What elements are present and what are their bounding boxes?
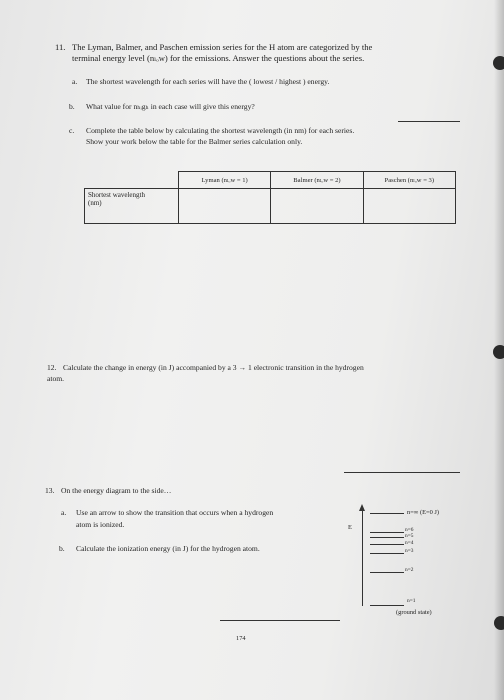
table-header-lyman: Lyman (nₗₒw = 1)	[178, 172, 270, 189]
level-line-infinity[interactable]	[370, 513, 404, 514]
table-corner-cell	[85, 172, 179, 189]
q11b-label: b.	[69, 102, 75, 111]
q12-text-line1: Calculate the change in energy (in J) accompanied by a 3 → 1 electronic transition in the hydrogen	[63, 363, 364, 372]
q13-number: 13.	[45, 486, 55, 495]
table-header-balmer: Balmer (nₗₒw = 2)	[271, 172, 363, 189]
level-line-n6[interactable]	[370, 532, 404, 533]
q13b-text: Calculate the ionization energy (in J) for the hydrogen atom.	[76, 544, 260, 553]
q11a-label: a.	[72, 77, 78, 86]
q13a-text-line2: atom is ionized.	[76, 520, 125, 529]
q13b-label: b.	[59, 544, 65, 553]
q11b-answer-line[interactable]	[398, 121, 460, 122]
table-row-label	[85, 189, 179, 224]
binder-hole-middle	[493, 345, 504, 359]
table-header-row	[85, 172, 456, 189]
q11-text-line2: terminal energy level (nₗₒw) for the emissions. Answer the questions about the series.	[72, 53, 365, 63]
balmer-answer-cell[interactable]	[271, 189, 363, 224]
page-number: 174	[236, 635, 246, 642]
q12-number: 12.	[47, 363, 57, 372]
paschen-answer-cell[interactable]	[363, 189, 455, 224]
binder-hole-top	[493, 56, 504, 70]
level-label-n4: n=4	[405, 540, 414, 546]
q11c-text-line1: Complete the table below by calculating the shortest wavelength (in nm) for each series.	[86, 126, 355, 135]
energy-axis-label: E	[348, 524, 352, 531]
energy-axis	[362, 510, 363, 606]
level-label-ground-state: (ground state)	[396, 609, 432, 616]
lyman-answer-cell[interactable]	[178, 189, 270, 224]
q11c-label: c.	[69, 126, 75, 135]
q11c-text-line2: Show your work below the table for the Balmer series calculation only.	[86, 137, 303, 146]
level-line-n1[interactable]	[370, 605, 404, 606]
binder-hole-bottom	[494, 616, 504, 630]
q13-text-line1: On the energy diagram to the side…	[61, 486, 172, 495]
level-line-n4[interactable]	[370, 544, 404, 545]
table-row-label-line1: Shortest wavelength	[88, 191, 145, 199]
q11b-text: What value for nₕᵢgₕ in each case will give this energy?	[86, 102, 255, 111]
level-label-infinity: n=∞ (E=0 J)	[407, 509, 439, 516]
table-row-label-line2: (nm)	[88, 199, 102, 207]
q13b-answer-line[interactable]	[220, 620, 340, 621]
q11-number: 11.	[55, 42, 66, 52]
level-label-n3: n=3	[405, 548, 414, 554]
q11a-text: The shortest wavelength for each series will have the ( lowest / highest ) energy.	[86, 77, 330, 86]
level-line-n2[interactable]	[370, 572, 404, 573]
q13a-text-line1: Use an arrow to show the transition that occurs when a hydrogen	[76, 508, 274, 517]
q13a-label: a.	[61, 508, 67, 517]
wavelength-table	[84, 171, 456, 224]
level-label-n2: n=2	[405, 567, 414, 573]
table-row	[85, 189, 456, 224]
table-header-paschen: Paschen (nₗₒw = 3)	[363, 172, 455, 189]
level-label-n5: n=5	[405, 533, 414, 539]
level-line-n3[interactable]	[370, 553, 404, 554]
level-label-n1: n=1	[407, 598, 416, 604]
q11-text-line1: The Lyman, Balmer, and Paschen emission series for the H atom are categorized by the	[72, 42, 373, 52]
level-line-n5[interactable]	[370, 537, 404, 538]
q12-text-line2: atom.	[47, 374, 65, 383]
q12-answer-line[interactable]	[344, 472, 460, 473]
level-label-n6: n=6	[405, 527, 414, 533]
